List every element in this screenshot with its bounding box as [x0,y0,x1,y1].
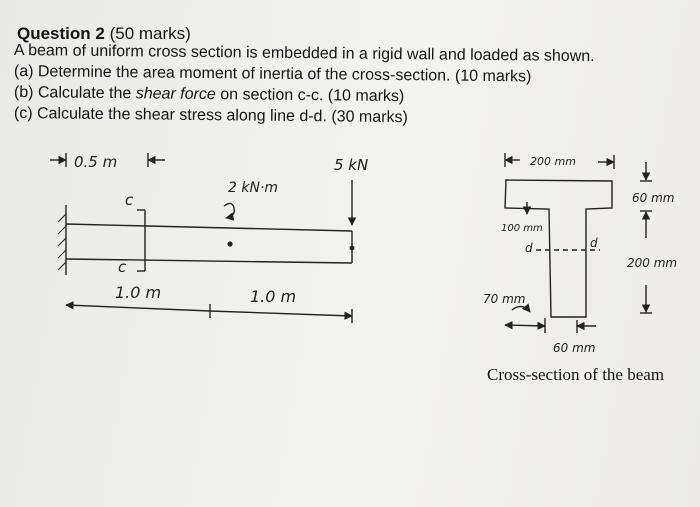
moment-label: 2 kN·m [228,180,279,196]
dim-bottom-right [210,311,352,316]
line-depth-label: 100 mm [501,223,543,234]
top-width-label: 200 mm [530,155,576,168]
dim-left-label: 0.5 m [74,153,118,171]
part-c-label: (c) [13,105,33,123]
line-label-right: d [590,236,598,250]
beam-top-edge [66,224,352,231]
beam-bottom-edge [66,259,352,263]
web-offset-pointer-icon [512,306,530,312]
dim-bottom-left-label: 1.0 m [115,283,162,302]
part-b-text-emphasis: shear force [135,85,216,104]
question-number: Question 2 [17,24,105,43]
cross-section-caption: Cross-section of the beam [487,365,665,384]
flange-height-label: 60 mm [632,191,675,205]
question-marks: (50 marks) [109,24,191,43]
part-b-text-before: Calculate the [37,84,136,103]
section-label-top: c [125,191,134,209]
moment-arrow-icon [224,203,234,218]
section-label-bottom: c [118,258,127,276]
beam-sketch [50,153,354,323]
dim-bottom-left [66,305,210,311]
wall-hatching-icon [58,214,66,270]
question-intro: A beam of uniform cross section is embedded in a rigid wall and loaded as shown. [13,42,595,66]
total-height-label: 200 mm [627,256,678,270]
part-c-text: Calculate the shear stress along line d-d. (30 marks) [36,105,408,127]
dim-bottom-right-label: 1.0 m [250,287,297,306]
beam-labels [74,153,368,306]
web-width-label: 60 mm [553,341,596,355]
moment-point [227,241,232,246]
force-label: 5 kN [334,156,369,174]
part-a-text: Determine the area moment of inertia of the cross-section. (10 marks) [37,63,532,86]
force-point [350,246,355,251]
line-label-left: d [525,241,533,255]
part-a-label: (a) [13,63,34,81]
part-b-label: (b) [13,84,34,102]
web-offset-label: 70 mm [483,292,526,306]
part-b-text-after: on section c-c. (10 marks) [215,86,405,106]
